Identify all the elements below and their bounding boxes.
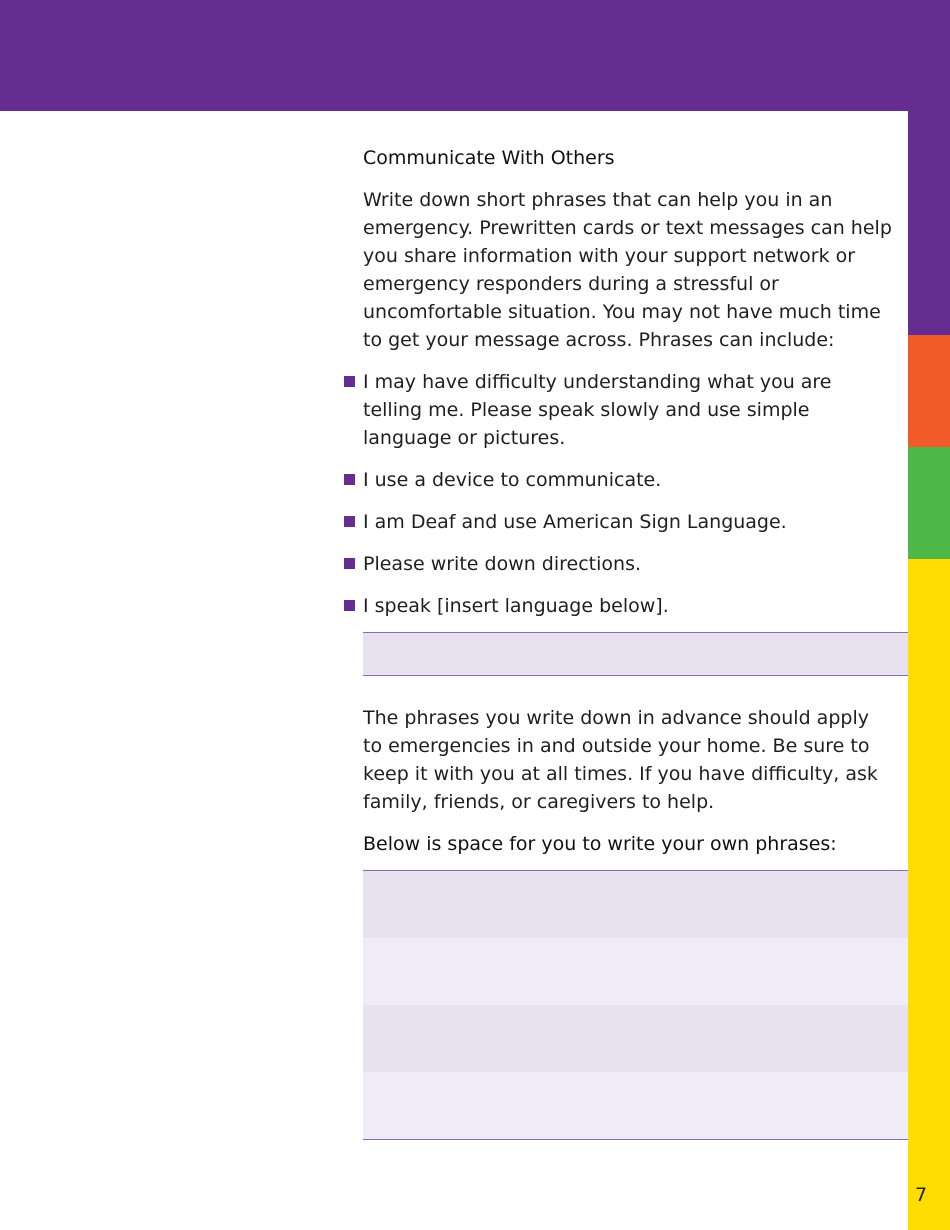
list-item — [363, 368, 893, 452]
phrase-text: I am Deaf and use American Sign Language. — [363, 511, 787, 533]
section-tab-orange — [908, 335, 950, 447]
writing-line[interactable] — [363, 1005, 908, 1072]
writing-line[interactable] — [363, 938, 908, 1005]
square-bullet-icon — [344, 474, 355, 485]
section-title: Communicate With Others — [363, 147, 615, 169]
writing-space-label: Below is space for you to write your own phrases: — [363, 833, 837, 855]
list-item — [363, 508, 893, 536]
section-tab-green — [908, 447, 950, 559]
square-bullet-icon — [344, 600, 355, 611]
section-tabs — [908, 111, 950, 1230]
square-bullet-icon — [344, 376, 355, 387]
language-entry-field[interactable] — [363, 632, 908, 676]
intro-paragraph: Write down short phrases that can help you in an emergency. Prewritten cards or text messages can help you share information with your support network or emergency responders during a stressful or uncomfortable situation. You may not have much time to get your message across. Phrases can include: — [363, 189, 892, 351]
phrase-text: I use a device to communicate. — [363, 469, 662, 491]
phrase-text: Please write down directions. — [363, 553, 642, 575]
phrase-list — [363, 368, 893, 620]
section-tab-yellow — [908, 559, 950, 1230]
writing-line[interactable] — [363, 871, 908, 938]
square-bullet-icon — [344, 516, 355, 527]
header-band — [0, 0, 950, 111]
section-tab-purple — [908, 111, 950, 335]
list-item — [363, 550, 893, 578]
square-bullet-icon — [344, 558, 355, 569]
phrase-text: I may have difficulty understanding what you are telling me. Please speak slowly and use simple language or pictures. — [363, 371, 832, 449]
list-item — [363, 592, 893, 620]
list-item — [363, 466, 893, 494]
main-content — [363, 144, 893, 634]
advice-block — [363, 704, 893, 858]
phrase-writing-area — [363, 870, 908, 1140]
phrase-text: I speak [insert language below]. — [363, 595, 669, 617]
writing-line[interactable] — [363, 1072, 908, 1139]
advice-paragraph: The phrases you write down in advance should apply to emergencies in and outside your home. Be sure to keep it with you at all times. If you have difficulty, ask family, friends, or caregivers to help. — [363, 707, 878, 813]
page-number: 7 — [914, 1184, 928, 1206]
